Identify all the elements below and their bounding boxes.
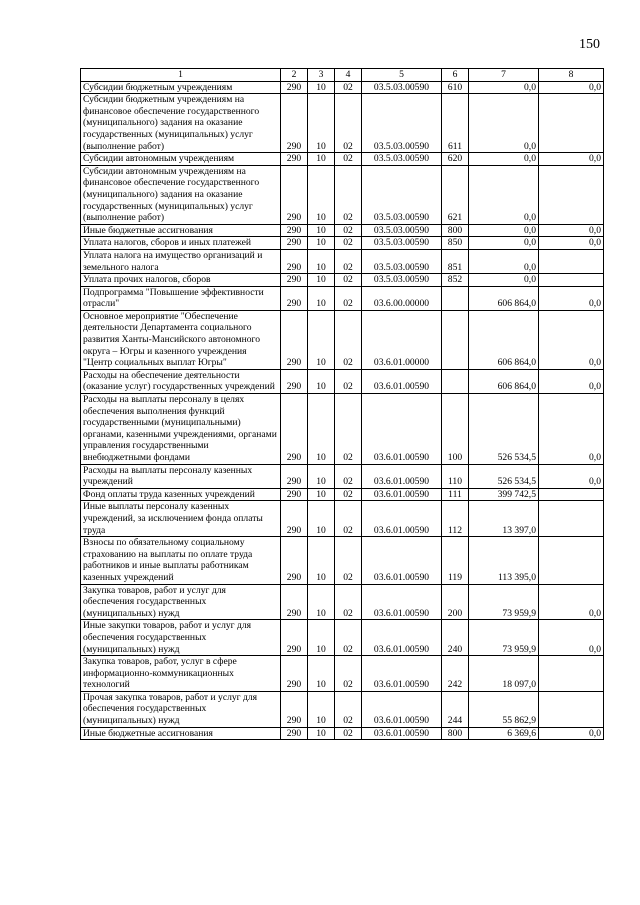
row-type-cell: 850 (442, 237, 469, 250)
row-col3-cell: 10 (308, 165, 335, 224)
row-col3-cell: 10 (308, 584, 335, 620)
row-code-cell: 03.5.03.00590 (362, 274, 442, 287)
row-col2-cell: 290 (281, 249, 308, 273)
table-row (81, 153, 604, 166)
table-row (81, 584, 604, 620)
row-type-cell: 852 (442, 274, 469, 287)
row-amount-cell: 0,0 (469, 274, 539, 287)
row-name-cell: Закупка товаров, работ и услуг для обеспечения государственных (муниципальных) нужд (81, 584, 281, 620)
row-amount2-cell: 0,0 (539, 310, 604, 369)
row-col2-cell: 290 (281, 537, 308, 584)
row-col2-cell: 290 (281, 224, 308, 237)
row-type-cell: 800 (442, 224, 469, 237)
table-row (81, 81, 604, 94)
row-col2-cell: 290 (281, 656, 308, 692)
row-name-cell: Субсидии бюджетным учреждениям (81, 81, 281, 94)
row-col4-cell: 02 (335, 369, 362, 393)
row-amount2-cell: 0,0 (539, 727, 604, 740)
row-name-cell: Прочая закупка товаров, работ и услуг для обеспечения государственных (муниципальных) нужд (81, 691, 281, 727)
row-amount-cell: 55 862,9 (469, 691, 539, 727)
row-type-cell: 112 (442, 501, 469, 537)
row-col2-cell: 290 (281, 488, 308, 501)
row-amount-cell: 606 864,0 (469, 286, 539, 310)
row-type-cell: 610 (442, 81, 469, 94)
row-type-cell: 110 (442, 464, 469, 488)
row-amount2-cell (539, 537, 604, 584)
row-amount2-cell (539, 249, 604, 273)
row-amount2-cell: 0,0 (539, 369, 604, 393)
row-col4-cell: 02 (335, 394, 362, 465)
row-type-cell: 851 (442, 249, 469, 273)
row-amount2-cell: 0,0 (539, 394, 604, 465)
row-col3-cell: 10 (308, 537, 335, 584)
row-col2-cell: 290 (281, 394, 308, 465)
row-col3-cell: 10 (308, 394, 335, 465)
row-amount-cell: 6 369,6 (469, 727, 539, 740)
row-code-cell: 03.6.01.00590 (362, 488, 442, 501)
row-col4-cell: 02 (335, 81, 362, 94)
row-col3-cell: 10 (308, 488, 335, 501)
row-code-cell: 03.6.01.00590 (362, 501, 442, 537)
row-name-cell: Иные закупки товаров, работ и услуг для обеспечения государственных (муниципальных) нужд (81, 620, 281, 656)
row-col3-cell: 10 (308, 249, 335, 273)
row-code-cell: 03.6.00.00000 (362, 286, 442, 310)
row-name-cell: Основное мероприятие "Обеспечение деятельности Департамента социального развития Ханты-Мансийского автономного округа – Югры и казенного учреждения "Центр социальных выплат Югры" (81, 310, 281, 369)
row-amount2-cell: 0,0 (539, 620, 604, 656)
row-amount2-cell (539, 165, 604, 224)
row-col4-cell: 02 (335, 620, 362, 656)
table-row (81, 727, 604, 740)
row-name-cell: Расходы на обеспечение деятельности (оказание услуг) государственных учреждений (81, 369, 281, 393)
row-col4-cell: 02 (335, 464, 362, 488)
row-col2-cell: 290 (281, 369, 308, 393)
row-name-cell: Фонд оплаты труда казенных учреждений (81, 488, 281, 501)
row-code-cell: 03.6.01.00590 (362, 537, 442, 584)
row-col2-cell: 290 (281, 237, 308, 250)
row-type-cell: 240 (442, 620, 469, 656)
table-row (81, 501, 604, 537)
table-row (81, 249, 604, 273)
row-col3-cell: 10 (308, 81, 335, 94)
row-col2-cell: 290 (281, 94, 308, 153)
row-code-cell: 03.5.03.00590 (362, 153, 442, 166)
row-type-cell: 611 (442, 94, 469, 153)
row-code-cell: 03.5.03.00590 (362, 224, 442, 237)
row-amount2-cell (539, 656, 604, 692)
row-type-cell: 620 (442, 153, 469, 166)
row-name-cell: Уплата прочих налогов, сборов (81, 274, 281, 287)
column-header: 5 (362, 69, 442, 82)
row-name-cell: Уплата налогов, сборов и иных платежей (81, 237, 281, 250)
column-header: 3 (308, 69, 335, 82)
row-col2-cell: 290 (281, 81, 308, 94)
column-header: 6 (442, 69, 469, 82)
row-col3-cell: 10 (308, 237, 335, 250)
row-amount2-cell: 0,0 (539, 153, 604, 166)
row-col3-cell: 10 (308, 656, 335, 692)
row-col4-cell: 02 (335, 727, 362, 740)
row-amount-cell: 73 959,9 (469, 584, 539, 620)
row-type-cell: 242 (442, 656, 469, 692)
row-col3-cell: 10 (308, 369, 335, 393)
row-col4-cell: 02 (335, 249, 362, 273)
row-amount-cell: 0,0 (469, 165, 539, 224)
row-amount-cell: 13 397,0 (469, 501, 539, 537)
row-amount-cell: 0,0 (469, 81, 539, 94)
row-amount2-cell: 0,0 (539, 286, 604, 310)
row-amount-cell: 18 097,0 (469, 656, 539, 692)
table-row (81, 237, 604, 250)
row-col4-cell: 02 (335, 165, 362, 224)
row-code-cell: 03.6.01.00590 (362, 620, 442, 656)
row-col2-cell: 290 (281, 620, 308, 656)
row-col4-cell: 02 (335, 274, 362, 287)
row-col4-cell: 02 (335, 94, 362, 153)
row-type-cell: 119 (442, 537, 469, 584)
row-col2-cell: 290 (281, 727, 308, 740)
row-type-cell: 100 (442, 394, 469, 465)
row-col4-cell: 02 (335, 501, 362, 537)
table-row (81, 691, 604, 727)
row-col2-cell: 290 (281, 165, 308, 224)
row-code-cell: 03.6.01.00590 (362, 369, 442, 393)
row-code-cell: 03.5.03.00590 (362, 249, 442, 273)
row-col2-cell: 290 (281, 464, 308, 488)
row-type-cell: 800 (442, 727, 469, 740)
row-amount2-cell (539, 274, 604, 287)
table-row (81, 620, 604, 656)
row-col3-cell: 10 (308, 310, 335, 369)
table-row (81, 537, 604, 584)
row-col2-cell: 290 (281, 274, 308, 287)
row-name-cell: Иные бюджетные ассигнования (81, 224, 281, 237)
row-amount-cell: 606 864,0 (469, 310, 539, 369)
row-amount2-cell (539, 691, 604, 727)
row-col4-cell: 02 (335, 584, 362, 620)
row-code-cell: 03.6.01.00590 (362, 584, 442, 620)
row-amount-cell: 113 395,0 (469, 537, 539, 584)
row-amount-cell: 526 534,5 (469, 394, 539, 465)
row-col2-cell: 290 (281, 310, 308, 369)
row-col4-cell: 02 (335, 153, 362, 166)
row-amount2-cell: 0,0 (539, 584, 604, 620)
row-amount-cell: 526 534,5 (469, 464, 539, 488)
table-row (81, 94, 604, 153)
row-col3-cell: 10 (308, 501, 335, 537)
row-col4-cell: 02 (335, 286, 362, 310)
row-amount-cell: 0,0 (469, 249, 539, 273)
row-col4-cell: 02 (335, 691, 362, 727)
budget-table (80, 68, 604, 740)
table-row (81, 165, 604, 224)
row-col2-cell: 290 (281, 691, 308, 727)
row-col3-cell: 10 (308, 94, 335, 153)
row-name-cell: Расходы на выплаты персоналу в целях обеспечения выполнения функций государственными (муниципальными) органами, казенными учреждениями, органами управления государственными внебюджетными фондами (81, 394, 281, 465)
row-type-cell (442, 310, 469, 369)
row-col3-cell: 10 (308, 691, 335, 727)
row-amount-cell: 606 864,0 (469, 369, 539, 393)
row-type-cell: 621 (442, 165, 469, 224)
row-code-cell: 03.6.01.00590 (362, 656, 442, 692)
table-row (81, 274, 604, 287)
row-amount2-cell (539, 501, 604, 537)
row-amount-cell: 0,0 (469, 94, 539, 153)
column-header: 7 (469, 69, 539, 82)
row-code-cell: 03.5.03.00590 (362, 237, 442, 250)
row-type-cell (442, 369, 469, 393)
row-amount2-cell (539, 94, 604, 153)
row-name-cell: Расходы на выплаты персоналу казенных учреждений (81, 464, 281, 488)
row-name-cell: Иные выплаты персоналу казенных учреждений, за исключением фонда оплаты труда (81, 501, 281, 537)
row-code-cell: 03.6.01.00590 (362, 394, 442, 465)
row-code-cell: 03.6.01.00590 (362, 691, 442, 727)
row-col2-cell: 290 (281, 286, 308, 310)
row-type-cell: 244 (442, 691, 469, 727)
row-col4-cell: 02 (335, 537, 362, 584)
row-type-cell: 111 (442, 488, 469, 501)
row-amount2-cell: 0,0 (539, 81, 604, 94)
row-col4-cell: 02 (335, 237, 362, 250)
row-col3-cell: 10 (308, 224, 335, 237)
row-col2-cell: 290 (281, 153, 308, 166)
row-code-cell: 03.6.01.00000 (362, 310, 442, 369)
row-col3-cell: 10 (308, 727, 335, 740)
row-name-cell: Уплата налога на имущество организаций и земельного налога (81, 249, 281, 273)
row-amount-cell: 73 959,9 (469, 620, 539, 656)
table-row (81, 224, 604, 237)
row-amount2-cell (539, 488, 604, 501)
table-row (81, 488, 604, 501)
table-row (81, 394, 604, 465)
table-row (81, 286, 604, 310)
row-col3-cell: 10 (308, 620, 335, 656)
table-row (81, 464, 604, 488)
row-name-cell: Закупка товаров, работ, услуг в сфере информационно-коммуникационных технологий (81, 656, 281, 692)
row-col2-cell: 290 (281, 501, 308, 537)
row-amount-cell: 399 742,5 (469, 488, 539, 501)
row-amount-cell: 0,0 (469, 224, 539, 237)
column-header: 2 (281, 69, 308, 82)
row-code-cell: 03.6.01.00590 (362, 727, 442, 740)
row-col4-cell: 02 (335, 310, 362, 369)
column-header: 8 (539, 69, 604, 82)
row-col3-cell: 10 (308, 153, 335, 166)
row-name-cell: Взносы по обязательному социальному страхованию на выплаты по оплате труда работников и иные выплаты работникам казенных учреждений (81, 537, 281, 584)
table-row (81, 369, 604, 393)
row-col3-cell: 10 (308, 274, 335, 287)
column-header: 1 (81, 69, 281, 82)
row-name-cell: Субсидии бюджетным учреждениям на финансовое обеспечение государственного (муниципального) задания на оказание государственных (муниципальных) услуг (выполнение работ) (81, 94, 281, 153)
row-amount2-cell: 0,0 (539, 224, 604, 237)
header-row (81, 69, 604, 82)
row-amount-cell: 0,0 (469, 237, 539, 250)
table-row (81, 310, 604, 369)
row-amount2-cell: 0,0 (539, 237, 604, 250)
row-amount-cell: 0,0 (469, 153, 539, 166)
row-name-cell: Иные бюджетные ассигнования (81, 727, 281, 740)
column-header: 4 (335, 69, 362, 82)
row-amount2-cell: 0,0 (539, 464, 604, 488)
row-name-cell: Субсидии автономным учреждениям (81, 153, 281, 166)
row-col3-cell: 10 (308, 286, 335, 310)
row-col4-cell: 02 (335, 656, 362, 692)
row-code-cell: 03.5.03.00590 (362, 94, 442, 153)
row-code-cell: 03.5.03.00590 (362, 165, 442, 224)
row-name-cell: Субсидии автономным учреждениям на финансовое обеспечение государственного (муниципального) задания на оказание государственных (муниципальных) услуг (выполнение работ) (81, 165, 281, 224)
table-row (81, 656, 604, 692)
row-col4-cell: 02 (335, 488, 362, 501)
row-code-cell: 03.6.01.00590 (362, 464, 442, 488)
row-col3-cell: 10 (308, 464, 335, 488)
row-code-cell: 03.5.03.00590 (362, 81, 442, 94)
row-type-cell (442, 286, 469, 310)
row-type-cell: 200 (442, 584, 469, 620)
row-name-cell: Подпрограмма "Повышение эффективности отрасли" (81, 286, 281, 310)
page-number: 150 (579, 37, 600, 52)
row-col4-cell: 02 (335, 224, 362, 237)
row-col2-cell: 290 (281, 584, 308, 620)
